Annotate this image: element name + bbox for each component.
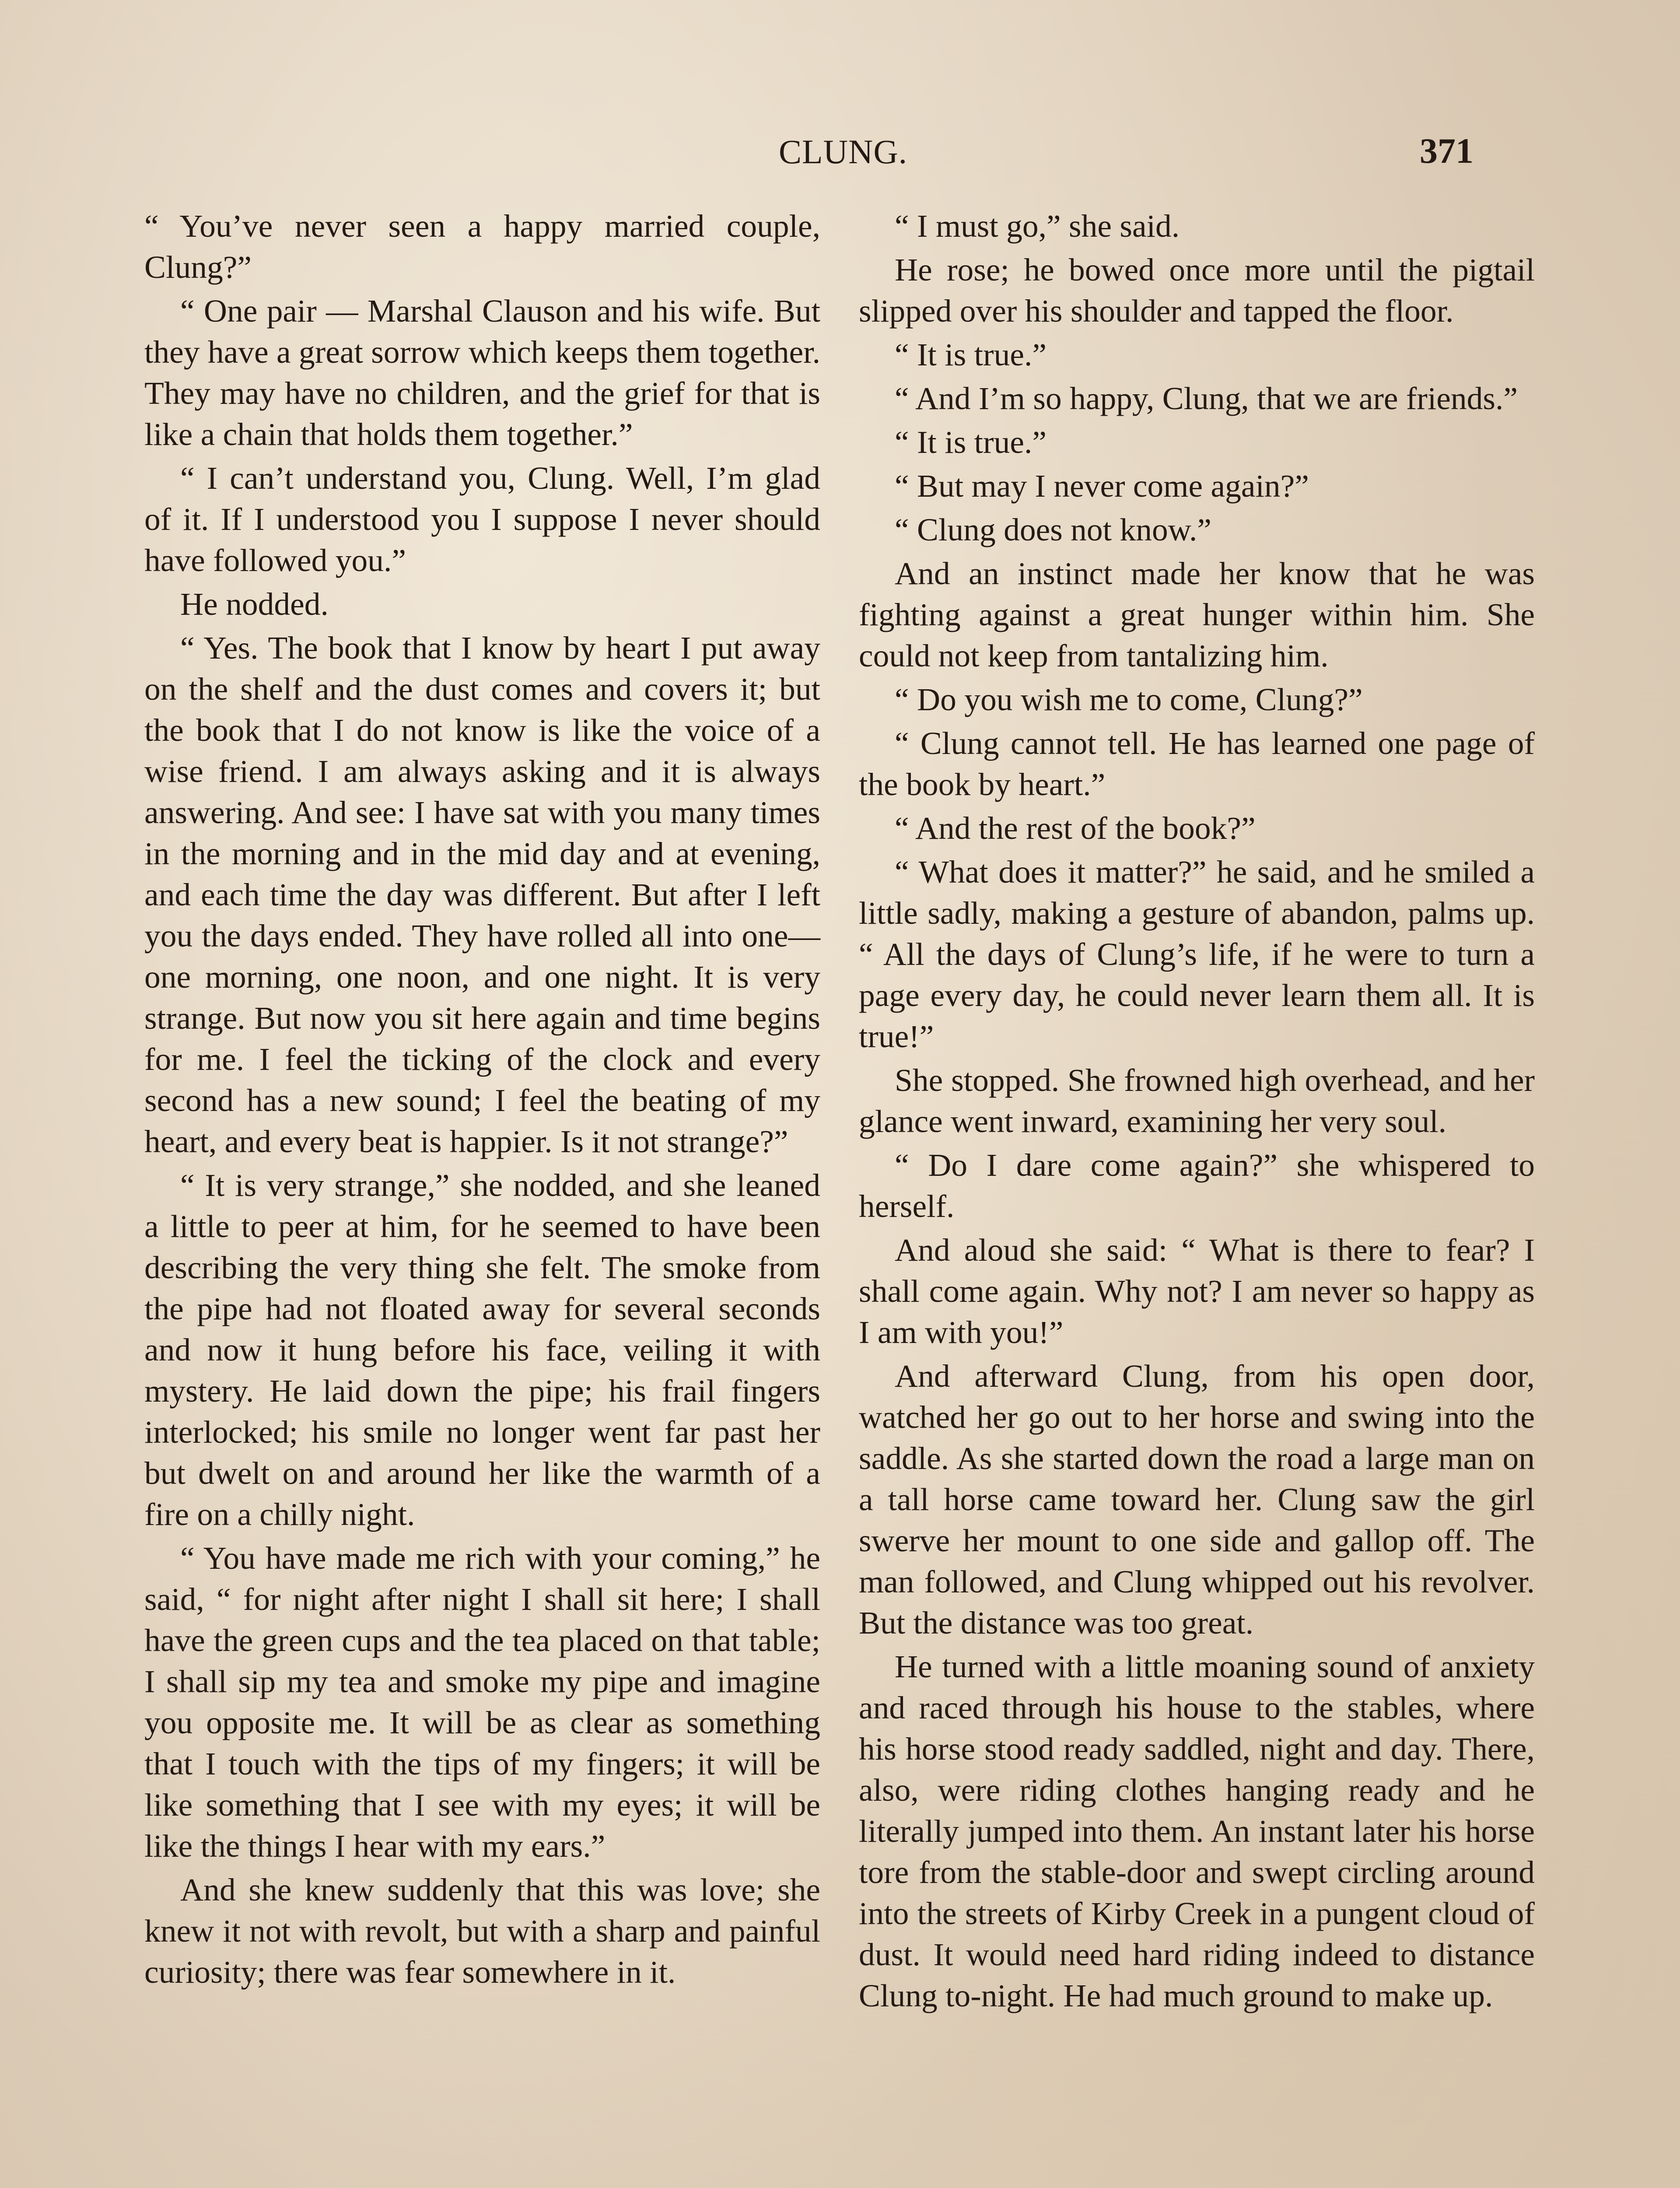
paragraph: “ I can’t understand you, Clung. Well, I’m glad of it. If I understood you I suppose I never should have followed you.” [144,460,820,578]
paragraph: “ Clung does not know.” [895,512,1212,547]
page-number: 371 [1420,131,1474,171]
paragraph: And she knew suddenly that this was love; she knew it not with revolt, but with a sharp and painful curiosity; there was fear somewhere in it. [144,1872,820,1990]
paragraph: “ You’ve never seen a happy married couple, Clung?” [144,208,820,285]
paragraph: She stopped. She frowned high overhead, and her glance went inward, examining her very soul. [859,1062,1535,1139]
paragraph: He nodded. [180,586,329,622]
paragraph: And an instinct made her know that he was fighting against a great hunger within him. She could not keep from tantalizing him. [859,556,1535,673]
paragraph: He rose; he bowed once more until the pigtail slipped over his shoulder and tapped the floor. [859,252,1535,329]
paragraph: “ It is very strange,” she nodded, and she leaned a little to peer at him, for he seemed to have been describing the very thing she felt. The smoke from the pipe had not floated away for several seconds and now it hung before his face, veiling it with mystery. He laid down the pipe; his frail fingers interlocked; his smile no longer went far past her but dwelt on and around her like the warmth of a fire on a chilly night. [144,1168,820,1532]
paragraph: “ It is true.” [895,424,1046,460]
paragraph: He turned with a little moaning sound of anxiety and raced through his house to the stables, where his horse stood ready saddled, night and day. There, also, were riding clothes hanging ready and he literally jumped into them. An instant later his horse tore from the stable-door and swept circling around into the streets of Kirby Creek in a pungent cloud of dust. It would need hard riding indeed to distance Clung to-night. He had much ground to make up. [859,1649,1535,2013]
paragraph: “ Yes. The book that I know by heart I put away on the shelf and the dust comes and covers it; but the book that I do not know is like the voice of a wise friend. I am always asking and it is always answering. And see: I have sat with you many times in the morning and in the mid day and at evening, and each time the day was different. But after I left you the days ended. They have rolled all into one—one morning, one noon, and one night. It is very strange. But now you sit here again and time begins for me. I feel the ticking of the clock and every second has a new sound; I feel the beating of my heart, and every beat is happier. Is it not strange?” [144,630,820,1159]
paragraph: “ One pair — Marshal Clauson and his wife. But they have a great sorrow which keeps them together. They may have no children, and the grief for that is like a chain that holds them together.” [144,293,821,452]
paragraph: “ It is true.” [895,337,1046,372]
paragraph: “ But may I never come again?” [895,468,1309,504]
left-column [144,206,820,1995]
running-head: CLUNG. [779,133,908,171]
paragraph: “ I must go,” she said. [895,208,1180,244]
paragraph: “ You have made me rich with your coming,” he said, “ for night after night I shall sit here; I shall have the green cups and the tea placed on that table; I shall sip my tea and smoke my pipe and imagine you opposite me. It will be as clear as something that I touch with the tips of my fingers; it will be like something that I see with my eyes; it will be like the things I hear with my ears.” [144,1540,820,1864]
paragraph: “ Do you wish me to come, Clung?” [895,682,1363,717]
right-column [859,206,1535,2019]
paragraph: And afterward Clung, from his open door, watched her go out to her horse and swing into the saddle. As she started down the road a large man on a tall horse came toward her. Clung saw the girl swerve her mount to one side and gallop off. The man followed, and Clung whipped out his revolver. But the distance was too great. [859,1358,1535,1641]
paragraph: And aloud she said: “ What is there to fear? I shall come again. Why not? I am never so happy as I am with you!” [859,1232,1535,1350]
paragraph: “ Clung cannot tell. He has learned one page of the book by heart.” [859,726,1535,802]
paragraph: “ What does it matter?” he said, and he smiled a little sadly, making a gesture of abandon, palms up. “ All the days of Clung’s life, if he were to turn a page every day, he could never learn them all. It is true!” [859,854,1535,1054]
paragraph: “ Do I dare come again?” she whispered to herself. [859,1147,1535,1224]
paragraph: “ And I’m so happy, Clung, that we are friends.” [895,381,1518,416]
paragraph: “ And the rest of the book?” [895,810,1256,846]
